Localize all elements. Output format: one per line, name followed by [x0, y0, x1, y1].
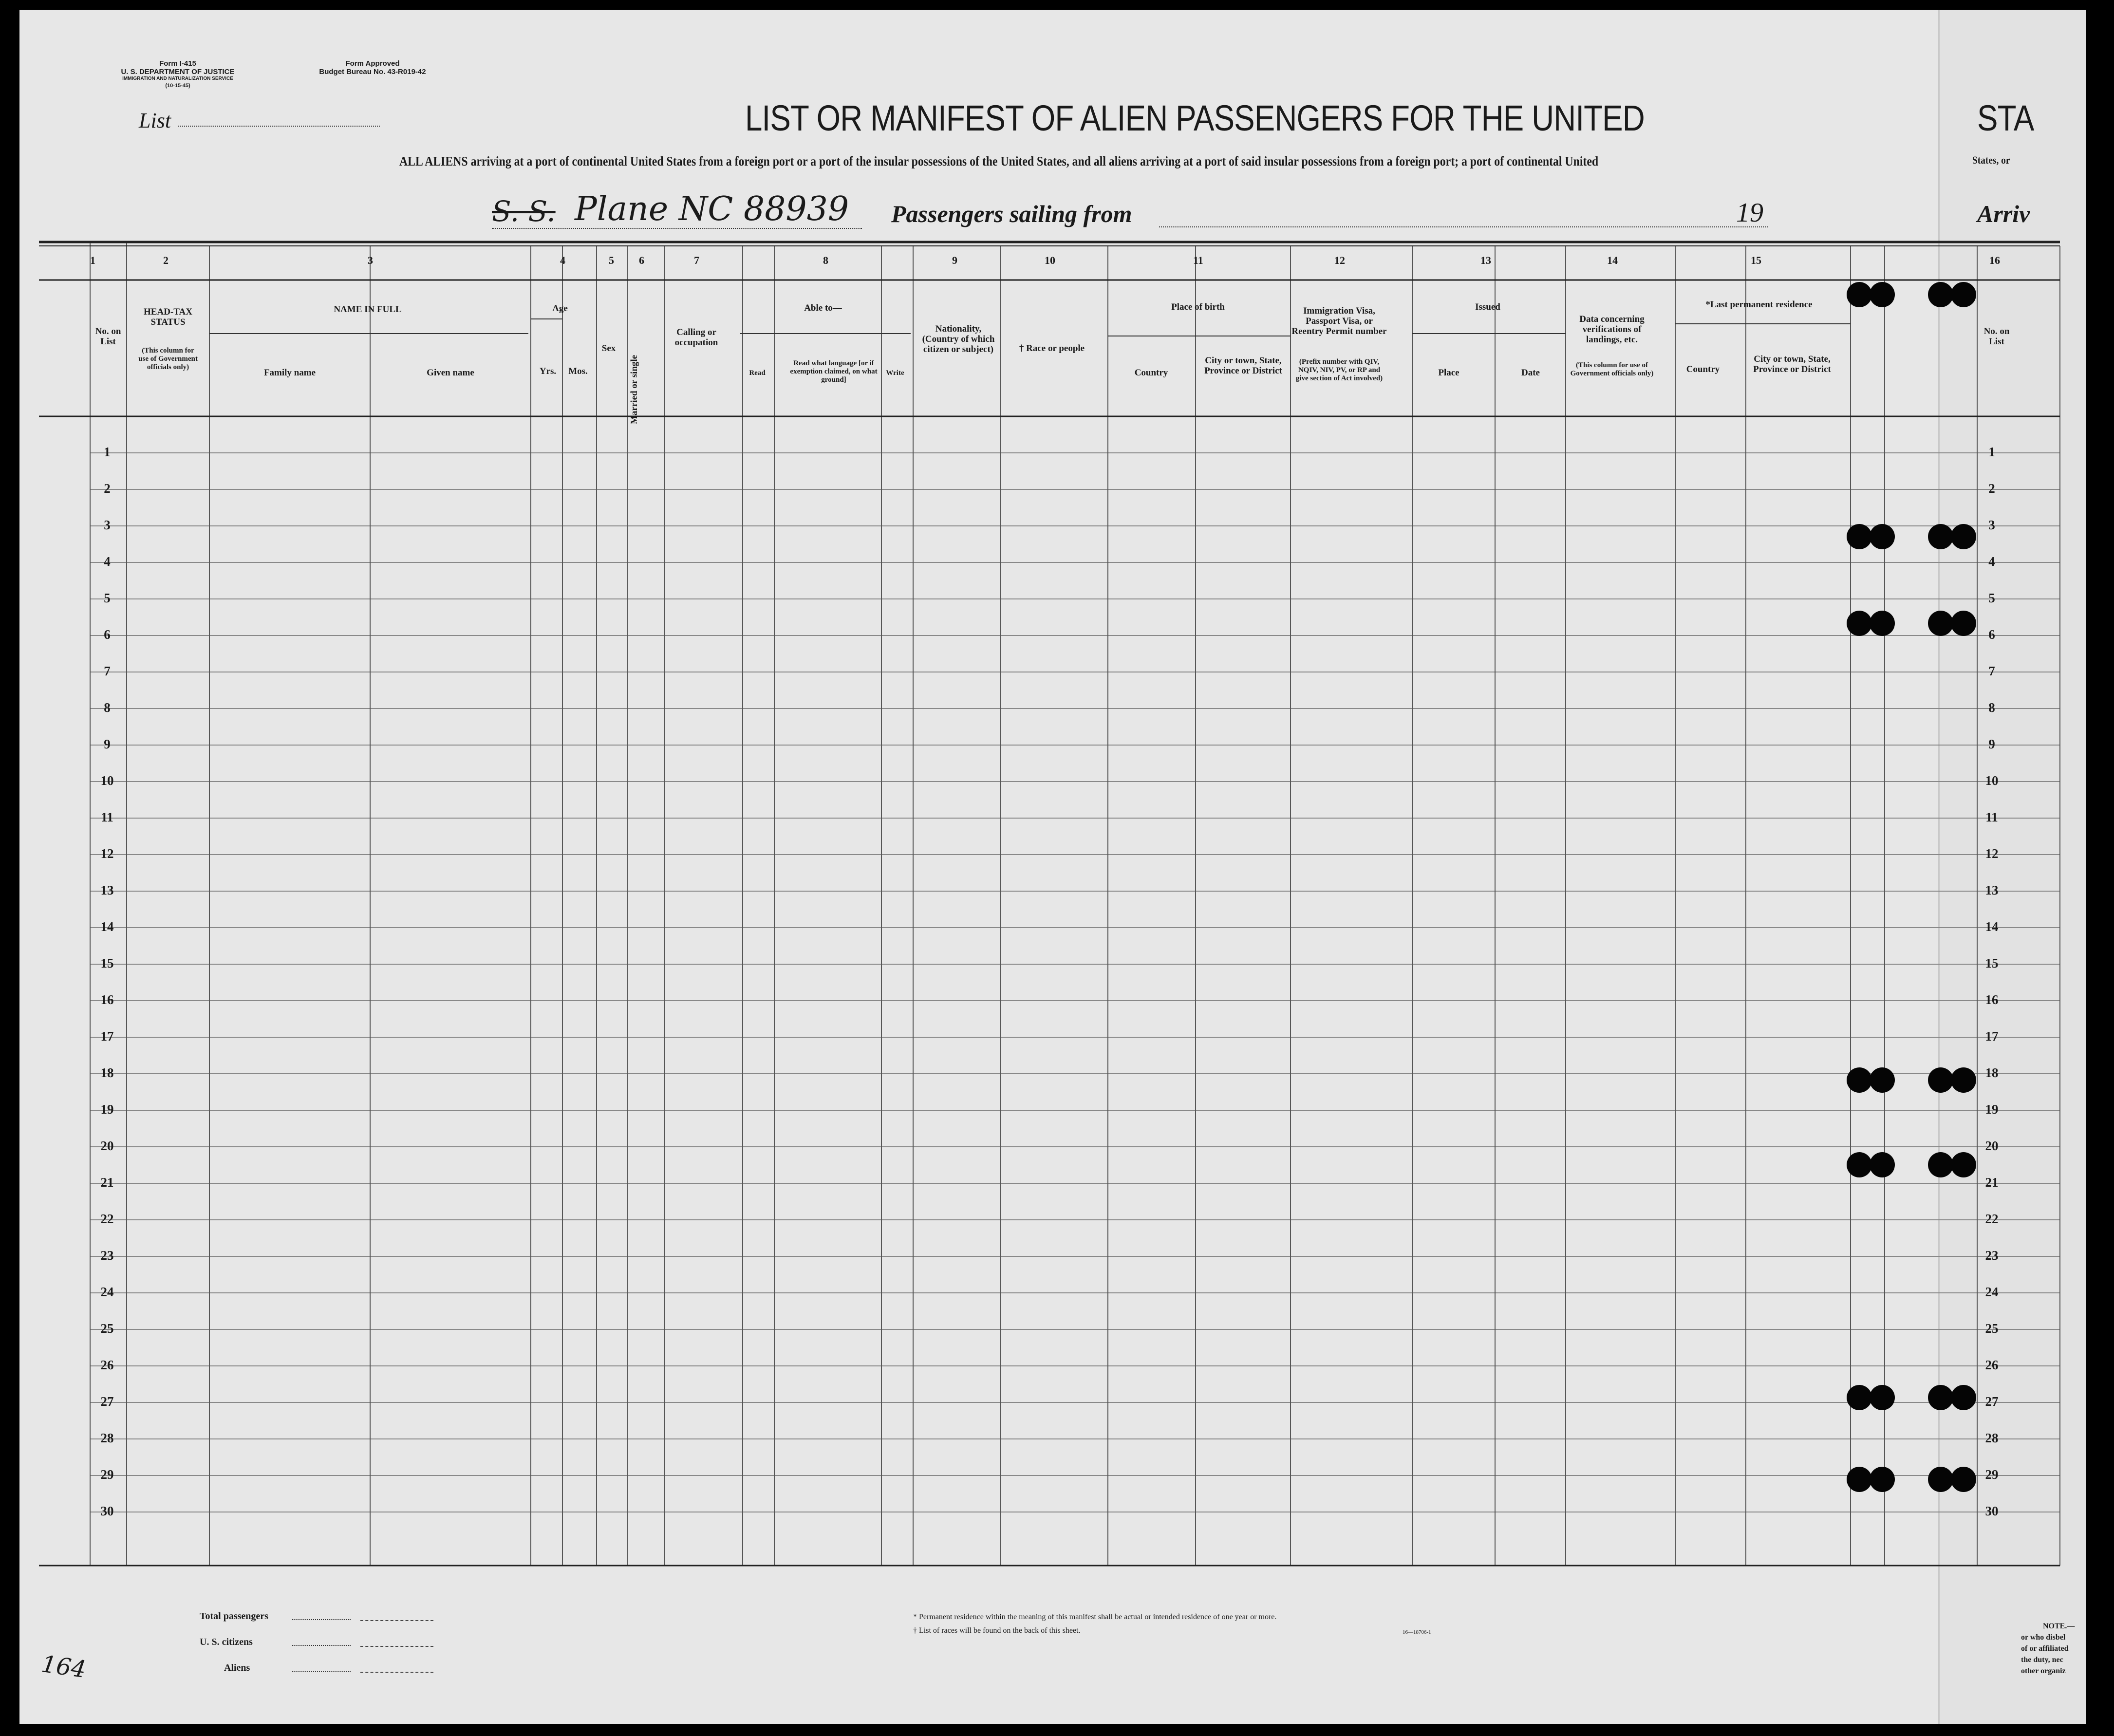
header-given-name: Given name — [427, 368, 474, 378]
punch-hole — [1951, 1385, 1976, 1410]
right-note-line-3: of or affiliated — [2021, 1644, 2069, 1653]
row-number-right: 2 — [1988, 481, 1995, 496]
citizens-dots — [292, 1645, 351, 1646]
subtitle-overflow: States, or — [1972, 154, 2010, 166]
header-married: Married or single — [629, 355, 639, 425]
row-number-left: 13 — [100, 883, 114, 897]
row-number-right: 25 — [1985, 1321, 1999, 1336]
header-nationality: Nationality, (Country of which citizen or subject) — [922, 324, 995, 355]
punch-hole — [1870, 1467, 1895, 1492]
col-num-13: 13 — [1480, 254, 1491, 266]
col-num-8: 8 — [823, 254, 828, 266]
page-title: LIST OR MANIFEST OF ALIEN PASSENGERS FOR THE UNITED — [745, 98, 1645, 138]
header-res-city: City or town, State, Province or District — [1753, 354, 1831, 374]
row-number-right: 30 — [1985, 1504, 1999, 1518]
col-num-3: 3 — [368, 254, 373, 266]
header-visa-note: (Prefix number with QIV, NQIV, NIV, PV, or RP and give section of Act involved) — [1295, 358, 1383, 382]
header-last-residence: *Last permanent residence — [1705, 299, 1813, 310]
header-data-concerning: Data concerning verifications of landings, etc. — [1579, 314, 1645, 345]
header-head-tax-note: (This column for use of Government officials only) — [138, 347, 198, 371]
header-issued: Issued — [1475, 302, 1500, 312]
row-number-right: 1 — [1988, 445, 1995, 459]
total-passengers-label: Total passengers — [200, 1611, 268, 1622]
row-number-left: 28 — [100, 1431, 114, 1445]
punch-hole — [1870, 282, 1895, 307]
row-number-right: 17 — [1985, 1029, 1999, 1044]
edition: (10-15-45) — [165, 83, 190, 89]
header-race: † Race or people — [1019, 343, 1085, 354]
row-number-left: 15 — [100, 956, 114, 971]
right-note-line-1: NOTE.— — [2043, 1622, 2075, 1630]
row-number-left: 24 — [100, 1285, 114, 1299]
row-number-left: 4 — [104, 554, 111, 569]
row-number-left: 21 — [100, 1175, 114, 1190]
row-number-left: 22 — [100, 1212, 114, 1226]
sailing-label: Passengers sailing from — [891, 200, 1132, 227]
col-num-4: 4 — [560, 254, 565, 266]
row-number-right: 4 — [1988, 554, 1995, 569]
punch-hole — [1847, 1385, 1872, 1410]
row-number-left: 17 — [100, 1029, 114, 1044]
row-number-right: 10 — [1985, 773, 1999, 788]
col-num-10: 10 — [1045, 254, 1055, 266]
row-number-left: 8 — [104, 700, 111, 715]
header-visa: Immigration Visa, Passport Visa, or Reentry Permit number — [1291, 306, 1387, 336]
col-num-12: 12 — [1334, 254, 1345, 266]
row-number-right: 14 — [1985, 919, 1999, 934]
row-number-right: 20 — [1985, 1139, 1999, 1153]
row-number-left: 26 — [100, 1358, 114, 1372]
citizens-line — [360, 1646, 433, 1647]
row-number-right: 23 — [1985, 1248, 1999, 1263]
total-dots — [292, 1619, 351, 1620]
col-num-15: 15 — [1751, 254, 1761, 266]
note-races: † List of races will be found on the back of this sheet. — [913, 1626, 1081, 1635]
subtitle: ALL ALIENS arriving at a port of continental United States from a foreign port or a port of the insular possessions of the United States, and all aliens arriving at a port of said insular possessions from a foreign port; a port of continental United — [399, 154, 1599, 168]
row-number-left: 7 — [104, 664, 111, 678]
row-number-right: 21 — [1985, 1175, 1999, 1190]
col-num-16: 16 — [1989, 254, 2000, 266]
col-num-9: 9 — [952, 254, 957, 266]
row-number-left: 12 — [100, 846, 114, 861]
punch-hole — [1928, 282, 1953, 307]
row-number-right: 8 — [1988, 700, 1995, 715]
header-head-tax: HEAD-TAX STATUS — [144, 307, 192, 327]
header-place-of-birth: Place of birth — [1171, 302, 1225, 312]
punch-hole — [1951, 1467, 1976, 1492]
print-code: 16—18706-1 — [1403, 1629, 1431, 1635]
title-overflow: STA — [1977, 98, 2034, 138]
header-mos: Mos. — [568, 366, 588, 376]
punch-hole — [1870, 1385, 1895, 1410]
col-num-6: 6 — [639, 254, 644, 266]
row-number-right: 24 — [1985, 1285, 1999, 1299]
punch-hole — [1951, 611, 1976, 636]
punch-hole — [1847, 611, 1872, 636]
row-number-left: 23 — [100, 1248, 114, 1263]
header-date: Date — [1521, 368, 1540, 378]
row-number-left: 1 — [104, 445, 111, 459]
row-number-left: 18 — [100, 1065, 114, 1080]
vessel-name: Plane NC 88939 — [575, 190, 849, 228]
punch-hole — [1847, 282, 1872, 307]
aliens-label: Aliens — [224, 1662, 250, 1673]
header-no-on-list: No. on List — [95, 326, 121, 347]
list-label: List — [139, 109, 171, 132]
row-number-right: 11 — [1985, 810, 1998, 824]
department: U. S. DEPARTMENT OF JUSTICE — [121, 68, 235, 76]
header-read: Read — [749, 369, 766, 377]
punch-hole — [1928, 524, 1953, 549]
col-num-7: 7 — [694, 254, 699, 266]
row-number-right: 6 — [1988, 627, 1995, 642]
header-yrs: Yrs. — [539, 366, 557, 376]
header-city: City or town, State, Province or District — [1204, 355, 1282, 376]
punch-hole — [1951, 1152, 1976, 1177]
right-note-line-5: other organiz — [2021, 1667, 2066, 1675]
row-number-right: 19 — [1985, 1102, 1999, 1117]
punch-hole — [1928, 1152, 1953, 1177]
row-number-left: 3 — [104, 518, 111, 532]
row-number-left: 2 — [104, 481, 111, 496]
row-number-left: 25 — [100, 1321, 114, 1336]
row-number-left: 20 — [100, 1139, 114, 1153]
header-name-in-full: NAME IN FULL — [334, 304, 402, 315]
total-line — [360, 1620, 433, 1621]
punch-hole — [1928, 1385, 1953, 1410]
punch-hole — [1847, 1152, 1872, 1177]
row-number-right: 7 — [1988, 664, 1995, 678]
header-country: Country — [1134, 368, 1168, 378]
row-number-left: 14 — [100, 919, 114, 934]
punch-hole — [1847, 1467, 1872, 1492]
row-number-right: 27 — [1985, 1394, 1999, 1409]
row-number-left: 10 — [100, 773, 114, 788]
service: IMMIGRATION AND NATURALIZATION SERVICE — [122, 76, 233, 81]
header-data-note: (This column for use of Government officials only) — [1570, 361, 1654, 377]
punch-hole — [1951, 1067, 1976, 1093]
header-family-name: Family name — [263, 368, 316, 378]
header-calling: Calling or occupation — [674, 327, 718, 348]
row-number-left: 19 — [100, 1102, 114, 1117]
row-number-left: 6 — [104, 627, 111, 642]
row-number-left: 30 — [100, 1504, 114, 1518]
punch-hole — [1928, 611, 1953, 636]
punch-hole — [1928, 1067, 1953, 1093]
aliens-line — [360, 1672, 433, 1673]
punch-hole — [1870, 524, 1895, 549]
arriving-label: Arriv — [1977, 200, 2030, 227]
row-number-right: 13 — [1985, 883, 1999, 897]
header-sex: Sex — [601, 343, 616, 354]
col-num-2: 2 — [163, 254, 168, 266]
row-number-right: 29 — [1985, 1467, 1999, 1482]
form-number: Form I-415 — [159, 59, 196, 68]
row-number-right: 3 — [1988, 518, 1995, 532]
us-citizens-label: U. S. citizens — [200, 1637, 253, 1647]
handwritten-number: 164 — [39, 1650, 88, 1684]
row-number-right: 28 — [1985, 1431, 1999, 1445]
header-able-to: Able to— — [804, 303, 842, 313]
punch-hole — [1870, 1152, 1895, 1177]
col-num-5: 5 — [609, 254, 614, 266]
vessel-prefix: S. S. — [492, 195, 556, 228]
col-num-14: 14 — [1607, 254, 1618, 266]
row-number-left: 16 — [100, 992, 114, 1007]
row-number-left: 29 — [100, 1467, 114, 1482]
row-number-left: 11 — [101, 810, 113, 824]
right-note-line-4: the duty, nec — [2021, 1656, 2063, 1664]
budget-number: Budget Bureau No. 43-R019-42 — [319, 68, 426, 76]
punch-hole — [1951, 524, 1976, 549]
row-number-left: 9 — [104, 737, 111, 751]
header-place: Place — [1438, 368, 1459, 378]
row-number-right: 18 — [1985, 1065, 1999, 1080]
row-number-right: 9 — [1988, 737, 1995, 751]
aliens-dots — [292, 1671, 351, 1672]
header-age: Age — [552, 303, 568, 314]
row-number-right: 5 — [1988, 591, 1995, 605]
row-number-left: 5 — [104, 591, 111, 605]
row-number-right: 16 — [1985, 992, 1999, 1007]
punch-hole — [1870, 1067, 1895, 1093]
col-num-1: 1 — [90, 254, 95, 266]
header-write: Write — [886, 369, 904, 377]
year-prefix: 19 — [1736, 198, 1763, 228]
right-note — [2021, 1621, 2075, 1677]
punch-hole — [1847, 1067, 1872, 1093]
header-no-on-list-right: No. on List — [1983, 326, 2010, 347]
punch-hole — [1870, 611, 1895, 636]
col-num-11: 11 — [1193, 254, 1203, 266]
punch-hole — [1928, 1467, 1953, 1492]
row-number-left: 27 — [100, 1394, 114, 1409]
right-note-line-2: or who disbel — [2021, 1633, 2066, 1642]
punch-hole — [1951, 282, 1976, 307]
header-read-language: Read what language [or if exemption claimed, on what ground] — [790, 359, 878, 384]
row-number-right: 15 — [1985, 956, 1999, 971]
header-res-country: Country — [1686, 364, 1720, 374]
row-number-right: 22 — [1985, 1212, 1999, 1226]
note-permanent: * Permanent residence within the meaning of this manifest shall be actual or intended residence of one year or more. — [913, 1613, 1277, 1621]
punch-hole — [1847, 524, 1872, 549]
approval: Form Approved — [345, 59, 400, 68]
row-number-right: 12 — [1985, 846, 1999, 861]
row-number-right: 26 — [1985, 1358, 1999, 1372]
